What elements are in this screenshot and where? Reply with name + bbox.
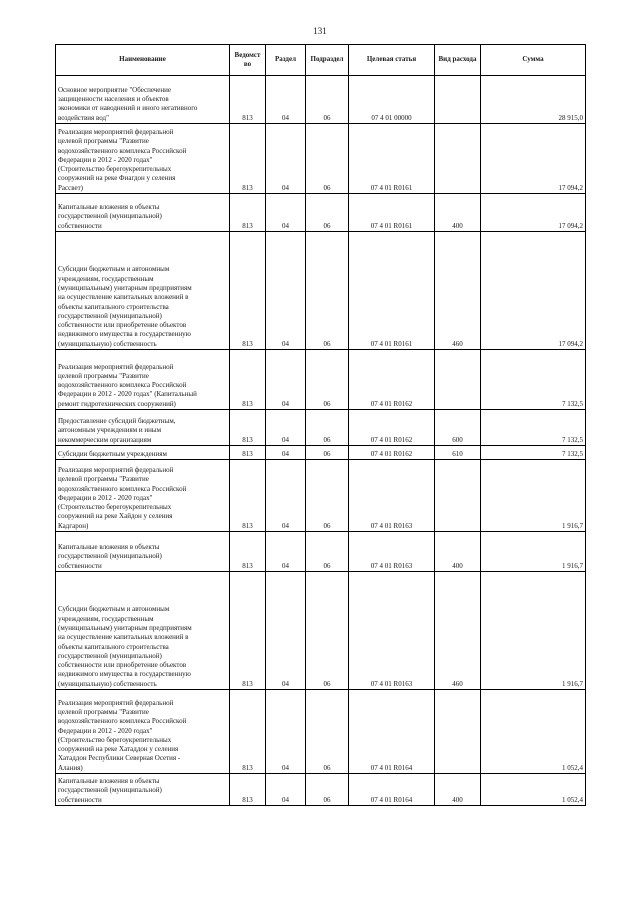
- row-department: [230, 232, 266, 350]
- row-expense-type: [435, 774, 481, 806]
- row-subsection: [306, 460, 349, 532]
- row-department-text: 813: [242, 435, 253, 444]
- row-section-text: 04: [282, 435, 289, 444]
- row-expense-type-text: 610: [452, 449, 463, 458]
- header-sum: Сумма: [481, 45, 586, 76]
- header-department: Ведомст во: [230, 45, 266, 76]
- row-name: [56, 350, 230, 410]
- row-expense-type: [435, 460, 481, 532]
- row-subsection: [306, 446, 349, 460]
- row-subsection: [306, 194, 349, 232]
- row-section: [266, 194, 306, 232]
- row-sum-text: 7 132,5: [562, 435, 583, 444]
- row-sum: [481, 774, 586, 806]
- row-section-text: 04: [282, 399, 289, 408]
- row-subsection: [306, 774, 349, 806]
- row-name: [56, 76, 230, 124]
- row-department-text: 813: [242, 521, 253, 530]
- row-department: [230, 194, 266, 232]
- row-target-item-text: 07 4 01 R0162: [370, 399, 413, 408]
- row-target-item: [349, 690, 435, 774]
- page-number: 131: [313, 26, 327, 36]
- row-sum-text: 28 915,0: [558, 113, 583, 122]
- row-expense-type: [435, 194, 481, 232]
- row-subsection-text: 06: [323, 449, 331, 458]
- row-target-item-text: 07 4 01 R0161: [370, 221, 413, 230]
- row-department-text: 813: [242, 113, 253, 122]
- row-department: [230, 572, 266, 690]
- row-department: [230, 532, 266, 572]
- row-name-text: Капитальные вложения в объекты государственной (муниципальной) собственности: [58, 543, 162, 570]
- row-expense-type: [435, 350, 481, 410]
- row-target-item-text: 07 4 01 R0161: [370, 183, 413, 192]
- row-subsection: [306, 572, 349, 690]
- row-target-item: [349, 76, 435, 124]
- row-section-text: 04: [282, 679, 289, 688]
- row-subsection-text: 06: [323, 399, 331, 408]
- row-sum-text: 1 052,4: [562, 763, 583, 772]
- row-sum: [481, 690, 586, 774]
- row-name: [56, 572, 230, 690]
- header-subsection: Подраздел: [306, 45, 349, 76]
- row-target-item: [349, 460, 435, 532]
- row-name: [56, 232, 230, 350]
- row-name: [56, 410, 230, 446]
- row-section-text: 04: [282, 183, 289, 192]
- table-row: [56, 410, 586, 446]
- row-sum: [481, 76, 586, 124]
- row-name-text: Капитальные вложения в объекты государственной (муниципальной) собственности: [58, 777, 162, 804]
- table-row: [56, 124, 586, 194]
- row-department-text: 813: [242, 561, 253, 570]
- row-sum: [481, 572, 586, 690]
- row-name: [56, 532, 230, 572]
- table-body: [56, 76, 586, 806]
- row-section: [266, 350, 306, 410]
- row-target-item-text: 07 4 01 R0163: [370, 561, 413, 570]
- row-sum-text: 1 916,7: [562, 521, 583, 530]
- row-department-text: 813: [242, 679, 253, 688]
- row-sum: [481, 350, 586, 410]
- row-target-item-text: 07 4 01 00000: [371, 113, 412, 122]
- row-sum: [481, 194, 586, 232]
- row-section: [266, 446, 306, 460]
- row-sum: [481, 460, 586, 532]
- row-expense-type-text: 400: [452, 561, 463, 570]
- row-name: [56, 194, 230, 232]
- row-target-item-text: 07 4 01 R0162: [370, 435, 413, 444]
- table-row: [56, 572, 586, 690]
- header-name: Наименование: [56, 45, 230, 76]
- table-row: [56, 76, 586, 124]
- row-section: [266, 460, 306, 532]
- row-target-item: [349, 774, 435, 806]
- row-sum-text: 7 132,5: [562, 449, 583, 458]
- row-section-text: 04: [282, 113, 289, 122]
- row-department: [230, 350, 266, 410]
- row-target-item: [349, 124, 435, 194]
- row-section: [266, 232, 306, 350]
- row-department: [230, 690, 266, 774]
- row-target-item: [349, 410, 435, 446]
- row-section-text: 04: [282, 521, 289, 530]
- row-target-item: [349, 532, 435, 572]
- table-row: [56, 532, 586, 572]
- row-target-item-text: 07 4 01 R0163: [370, 679, 413, 688]
- row-department: [230, 76, 266, 124]
- row-department: [230, 446, 266, 460]
- row-target-item: [349, 194, 435, 232]
- row-target-item-text: 07 4 01 R0162: [370, 449, 413, 458]
- row-sum-text: 1 916,7: [562, 561, 583, 570]
- row-subsection: [306, 350, 349, 410]
- row-department-text: 813: [242, 763, 253, 772]
- row-section: [266, 76, 306, 124]
- row-expense-type-text: 400: [452, 795, 463, 804]
- row-target-item: [349, 572, 435, 690]
- row-target-item: [349, 446, 435, 460]
- row-name-text: Субсидии бюджетным и автономным учреждениям, государственным (муниципальным) унитарным предприятиям на осуществление капитальных вложений в объекты капитального строительства государственной (муниципальной) собственности или приобретение объектов недвижимого имущества в государственную (муниципальную) собственность: [58, 265, 192, 348]
- row-section-text: 04: [282, 763, 289, 772]
- row-sum-text: 17 094,2: [558, 339, 583, 348]
- header-expense-type: Вид расхода: [435, 45, 481, 76]
- row-expense-type: [435, 410, 481, 446]
- row-name: [56, 446, 230, 460]
- row-section: [266, 774, 306, 806]
- row-expense-type: [435, 124, 481, 194]
- table-row: [56, 350, 586, 410]
- row-department-text: 813: [242, 399, 253, 408]
- row-section-text: 04: [282, 221, 289, 230]
- row-department-text: 813: [242, 183, 253, 192]
- row-target-item-text: 07 4 01 R0164: [370, 795, 413, 804]
- table-header: [56, 45, 586, 76]
- table-row: [56, 194, 586, 232]
- row-section: [266, 124, 306, 194]
- row-section-text: 04: [282, 795, 289, 804]
- row-section: [266, 572, 306, 690]
- row-subsection-text: 06: [323, 763, 331, 772]
- row-sum-text: 7 132,5: [562, 399, 583, 408]
- header-target-item: Целевая статья: [349, 45, 435, 76]
- row-expense-type: [435, 690, 481, 774]
- row-expense-type-text: 460: [452, 679, 463, 688]
- row-department-text: 813: [242, 449, 253, 458]
- row-subsection-text: 06: [323, 435, 331, 444]
- row-section: [266, 690, 306, 774]
- row-expense-type: [435, 572, 481, 690]
- row-name-text: Субсидии бюджетным учреждениям: [58, 449, 167, 458]
- row-expense-type-text: 460: [452, 339, 463, 348]
- budget-table: [55, 44, 586, 806]
- row-department: [230, 410, 266, 446]
- row-sum-text: 17 094,2: [558, 221, 583, 230]
- row-expense-type: [435, 446, 481, 460]
- row-section-text: 04: [282, 561, 289, 570]
- table-row: [56, 774, 586, 806]
- row-name: [56, 124, 230, 194]
- row-department: [230, 774, 266, 806]
- row-name-text: Реализация мероприятий федеральной целевой программы "Развитие водохозяйственного комплекса Российской Федерации в 2012 - 2020 годах" (Строительство берегоукрепительных сооружений на реке Хатаддон у селения Хатаддон Республики Северная Осетия - Алания): [58, 698, 187, 772]
- row-name: [56, 774, 230, 806]
- row-target-item-text: 07 4 01 R0164: [370, 763, 413, 772]
- row-subsection-text: 06: [323, 795, 331, 804]
- row-expense-type: [435, 232, 481, 350]
- row-sum: [481, 446, 586, 460]
- row-target-item-text: 07 4 01 R0163: [370, 521, 413, 530]
- row-subsection-text: 06: [323, 183, 331, 192]
- row-department-text: 813: [242, 339, 253, 348]
- row-sum: [481, 532, 586, 572]
- row-name-text: Основное мероприятие "Обеспечение защищенности населения и объектов экономики от наводнений и иного негативного воздействия вод": [58, 85, 198, 122]
- row-subsection-text: 06: [323, 113, 331, 122]
- row-department: [230, 460, 266, 532]
- row-section-text: 04: [282, 449, 289, 458]
- row-subsection: [306, 76, 349, 124]
- row-department: [230, 124, 266, 194]
- row-sum-text: 17 094,2: [558, 183, 583, 192]
- row-section: [266, 410, 306, 446]
- row-subsection-text: 06: [323, 339, 331, 348]
- row-sum-text: 1 052,4: [562, 795, 583, 804]
- row-subsection: [306, 232, 349, 350]
- row-subsection-text: 06: [323, 221, 331, 230]
- table-row: [56, 446, 586, 460]
- table-row: [56, 690, 586, 774]
- row-section-text: 04: [282, 339, 289, 348]
- row-name-text: Реализация мероприятий федеральной целевой программы "Развитие водохозяйственного комплекса Российской Федерации в 2012 - 2020 годах" (Строительство берегоукрепительных сооружений на реке Хайдон у селения Кадгарон): [58, 465, 187, 530]
- row-sum: [481, 232, 586, 350]
- row-expense-type-text: 400: [452, 221, 463, 230]
- row-expense-type-text: 600: [452, 435, 463, 444]
- row-name: [56, 690, 230, 774]
- table-row: [56, 232, 586, 350]
- row-subsection-text: 06: [323, 679, 331, 688]
- row-name: [56, 460, 230, 532]
- row-subsection-text: 06: [323, 521, 331, 530]
- row-subsection: [306, 690, 349, 774]
- row-subsection-text: 06: [323, 561, 331, 570]
- row-name-text: Реализация мероприятий федеральной целевой программы "Развитие водохозяйственного комплекса Российской Федерации в 2012 - 2020 годах" (Капитальный ремонт гидротехнических сооружений): [58, 362, 197, 408]
- row-name-text: Предоставление субсидий бюджетным, автономным учреждениям и иным некоммерческим организациям: [58, 417, 176, 444]
- table-row: [56, 460, 586, 532]
- row-name-text: Капитальные вложения в объекты государственной (муниципальной) собственности: [58, 203, 162, 230]
- row-target-item: [349, 232, 435, 350]
- row-target-item: [349, 350, 435, 410]
- row-section: [266, 532, 306, 572]
- row-sum-text: 1 916,7: [562, 679, 583, 688]
- row-name-text: Субсидии бюджетным и автономным учреждениям, государственным (муниципальным) унитарным предприятиям на осуществление капитальных вложений в объекты капитального строительства государственной (муниципальной) собственности или приобретение объектов недвижимого имущества в государственную (муниципальную) собственность: [58, 605, 192, 688]
- row-subsection: [306, 410, 349, 446]
- header-section: Раздел: [266, 45, 306, 76]
- row-expense-type: [435, 532, 481, 572]
- row-name-text: Реализация мероприятий федеральной целевой программы "Развитие водохозяйственного комплекса Российской Федерации в 2012 - 2020 годах" (Строительство берегоукрепительных сооружений на реке Фиагдон у селения Рассвет): [58, 127, 187, 192]
- row-sum: [481, 124, 586, 194]
- row-sum: [481, 410, 586, 446]
- row-target-item-text: 07 4 01 R0161: [370, 339, 413, 348]
- row-subsection: [306, 532, 349, 572]
- row-department-text: 813: [242, 221, 253, 230]
- row-department-text: 813: [242, 795, 253, 804]
- row-subsection: [306, 124, 349, 194]
- row-expense-type: [435, 76, 481, 124]
